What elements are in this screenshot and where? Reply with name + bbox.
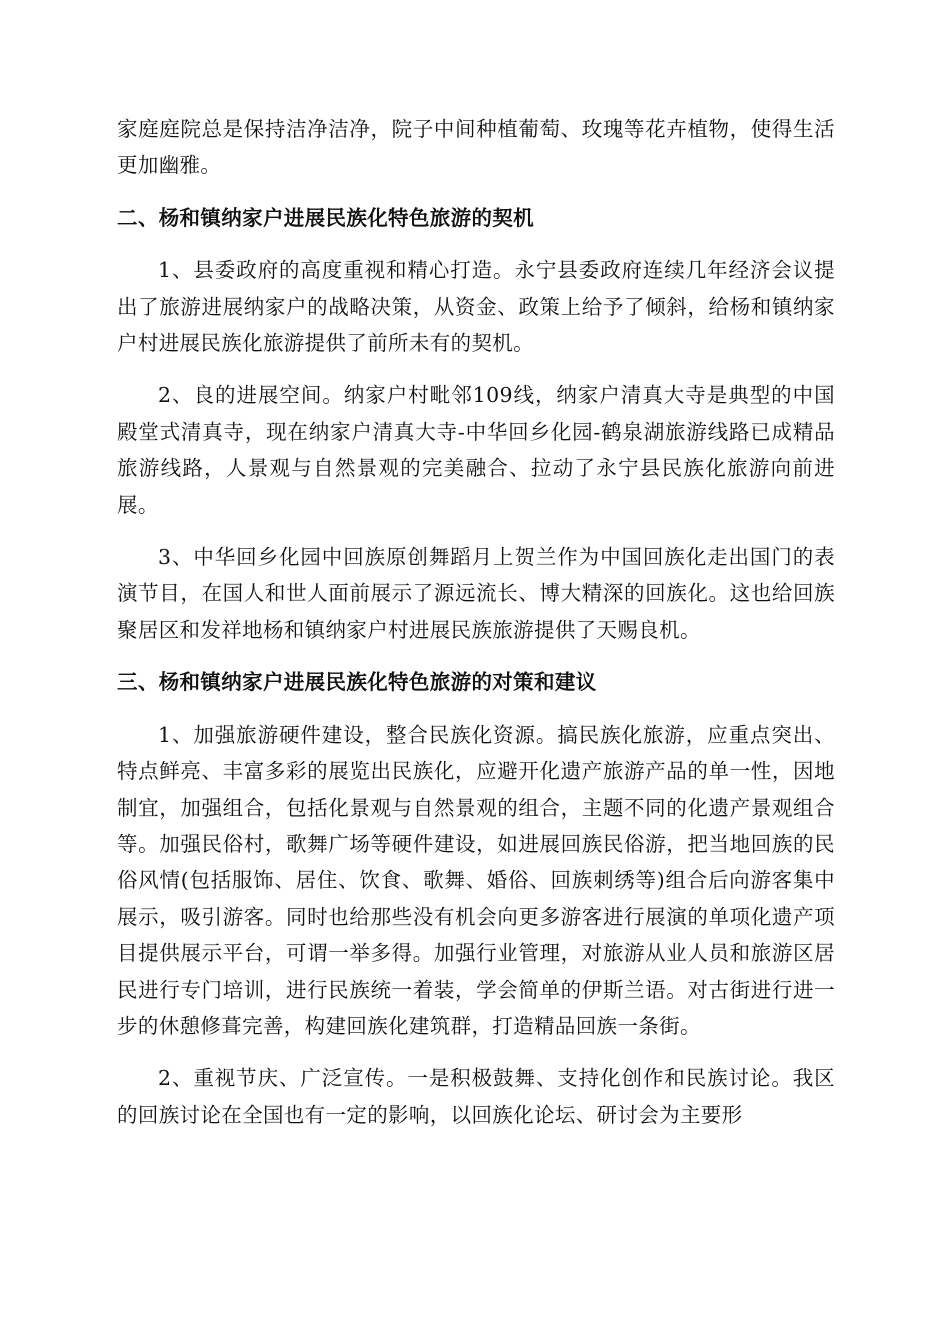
paragraph-opportunity-2: 2、良的进展空间。纳家户村毗邻109线，纳家户清真大寺是典型的中国殿堂式清真寺，现在纳家户清真大寺-中华回乡化园-鹤泉湖旅游线路已成精品旅游线路，人景观与自然景观的完美融合、拉动了永宁县民族化旅游向前进展。 xyxy=(117,383,835,517)
section-heading-countermeasures: 三、杨和镇纳家户进展民族化特色旅游的对策和建议 xyxy=(117,670,597,695)
document-body xyxy=(117,111,835,1149)
section-heading-opportunities: 二、杨和镇纳家户进展民族化特色旅游的契机 xyxy=(117,205,534,230)
paragraph-countermeasure-2: 2、重视节庆、广泛宣传。一是积极鼓舞、支持化创作和民族讨论。我区的回族讨论在全国也有一定的影响，以回族化论坛、研讨会为主要形 xyxy=(117,1066,835,1127)
paragraph-countermeasure-1: 1、加强旅游硬件建设，整合民族化资源。搞民族化旅游，应重点突出、特点鲜亮、丰富多彩的展览出民族化，应避开化遗产旅游产品的单一性，因地制宜，加强组合，包括化景观与自然景观的组合，主题不同的化遗产景观组合等。加强民俗村，歌舞广场等硬件建设，如进展回族民俗游，把当地回族的民俗风情(包括服饰、居住、饮食、歌舞、婚俗、回族刺绣等)组合后向游客集中展示，吸引游客。同时也给那些没有机会向更多游客进行展演的单项化遗产项目提供展示平台，可谓一举多得。加强行业管理，对旅游从业人员和旅游区居民进行专门培训，进行民族统一着装，学会简单的伊斯兰语。对古街进行进一步的休憩修葺完善，构建回族化建筑群，打造精品回族一条街。 xyxy=(117,722,835,1038)
paragraph-courtyard-continuation: 家庭庭院总是保持洁净洁净，院子中间种植葡萄、玫瑰等花卉植物，使得生活更加幽雅。 xyxy=(117,117,835,178)
paragraph-opportunity-3: 3、中华回乡化园中回族原创舞蹈月上贺兰作为中国回族化走出国门的表演节目，在国人和世人面前展示了源远流长、博大精深的回族化。这也给回族聚居区和发祥地杨和镇纳家户村进展民族旅游提供了天赐良机。 xyxy=(117,545,835,642)
paragraph-opportunity-1: 1、县委政府的高度重视和精心打造。永宁县委政府连续几年经济会议提出了旅游进展纳家户的战略决策，从资金、政策上给予了倾斜，给杨和镇纳家户村进展民族化旅游提供了前所未有的契机。 xyxy=(117,258,835,356)
